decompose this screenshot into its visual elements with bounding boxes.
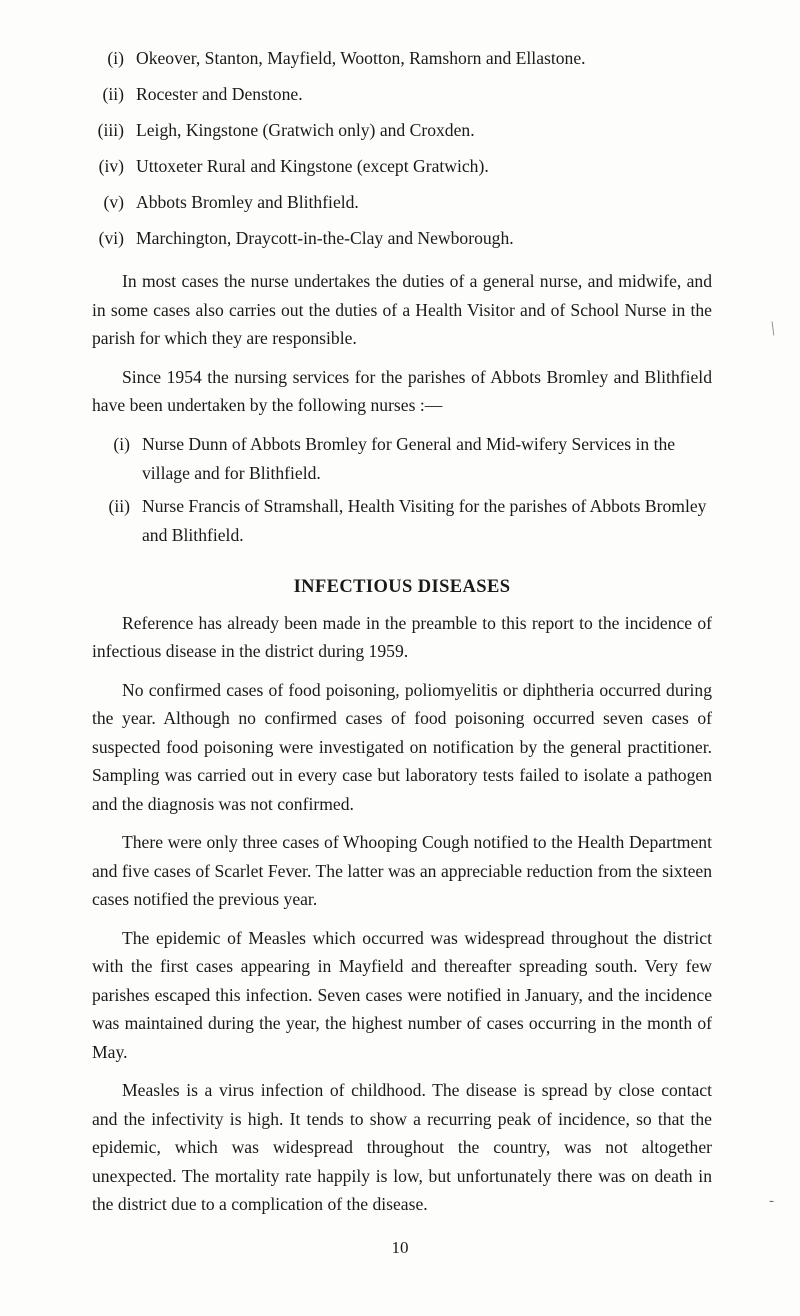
paragraph-since-1954: Since 1954 the nursing services for the parishes of Abbots Bromley and Blithfield have been undertaken by the following nurses :— bbox=[92, 366, 712, 415]
list-item-marker: (iii) bbox=[97, 120, 124, 140]
spacer bbox=[92, 260, 712, 267]
list-item bbox=[92, 492, 712, 550]
margin-mark: \ bbox=[768, 317, 779, 341]
list-item bbox=[92, 188, 712, 217]
list-item bbox=[92, 430, 712, 488]
list-item-marker: (i) bbox=[113, 433, 130, 454]
list-item-text: Uttoxeter Rural and Kingstone (except Gratwich). bbox=[136, 156, 489, 176]
list-item-marker: (ii) bbox=[108, 495, 130, 516]
list-item-text: Nurse Dunn of Abbots Bromley for General and Mid-wifery Services in the village and for Blithfield. bbox=[142, 433, 676, 483]
list-item bbox=[92, 80, 712, 109]
list-item bbox=[92, 116, 712, 145]
section-paragraph-2: No confirmed cases of food poisoning, poliomyelitis or diphtheria occurred during the year. Although no confirmed cases of food poisoning occurred seven cases of suspected food poisoning were investigated on notification by the general practitioner. Sampling was carried out in every case but laboratory tests failed to isolate a pathogen and the diagnosis was not confirmed. bbox=[92, 679, 712, 814]
list-item-text: Rocester and Denstone. bbox=[136, 84, 303, 104]
section-heading: INFECTIOUS DISEASES bbox=[293, 576, 511, 597]
list-item bbox=[92, 152, 712, 181]
list-item-marker: (ii) bbox=[102, 84, 124, 104]
page-content bbox=[92, 44, 712, 1229]
list-item-text: Leigh, Kingstone (Gratwich only) and Croxden. bbox=[136, 120, 475, 140]
section-paragraph-3: There were only three cases of Whooping Cough notified to the Health Department and five cases of Scarlet Fever. The latter was an appreciable reduction from the sixteen cases notified the previous year. bbox=[92, 832, 712, 909]
list-item-marker: (vi) bbox=[98, 228, 124, 248]
list-item-text: Okeover, Stanton, Mayfield, Wootton, Ramshorn and Ellastone. bbox=[136, 48, 586, 68]
paragraph-duties: In most cases the nurse undertakes the duties of a general nurse, and midwife, and in some cases also carries out the duties of a Health Visitor and of School Nurse in the parish for which they are responsible. bbox=[92, 271, 712, 348]
section-paragraph-1: Reference has already been made in the preamble to this report to the incidence of infectious disease in the district during 1959. bbox=[92, 612, 712, 661]
list-item-marker: (i) bbox=[107, 48, 124, 68]
list-item-text: Abbots Bromley and Blithfield. bbox=[136, 192, 359, 212]
list-item bbox=[92, 224, 712, 253]
page-number: 10 bbox=[391, 1238, 409, 1257]
list-item bbox=[92, 44, 712, 73]
list-item-marker: (iv) bbox=[98, 156, 124, 176]
section-paragraph-5: Measles is a virus infection of childhood. The disease is spread by close contact and the infectivity is high. It tends to show a recurring peak of incidence, so that the epidemic, which was widespread throughout the country, was not altogether unexpected. The mortality rate happily is low, but unfortunately there was on death in the district due to a complication of the disease. bbox=[92, 1080, 712, 1214]
tail-mark: - bbox=[769, 1193, 774, 1209]
list-item-text: Nurse Francis of Stramshall, Health Visiting for the parishes of Abbots Bromley and Blithfield. bbox=[142, 495, 707, 545]
list-item-marker: (v) bbox=[103, 192, 124, 212]
list-item-text: Marchington, Draycott-in-the-Clay and Newborough. bbox=[136, 228, 514, 248]
nurse-list bbox=[92, 430, 712, 550]
parish-list bbox=[92, 44, 712, 253]
section-paragraph-4: The epidemic of Measles which occurred was widespread throughout the district with the first cases appearing in Mayfield and thereafter spreading south. Very few parishes escaped this infection. Seven cases were notified in January, and the incidence was maintained during the year, the highest number of cases occurring in the month of May. bbox=[92, 927, 712, 1062]
